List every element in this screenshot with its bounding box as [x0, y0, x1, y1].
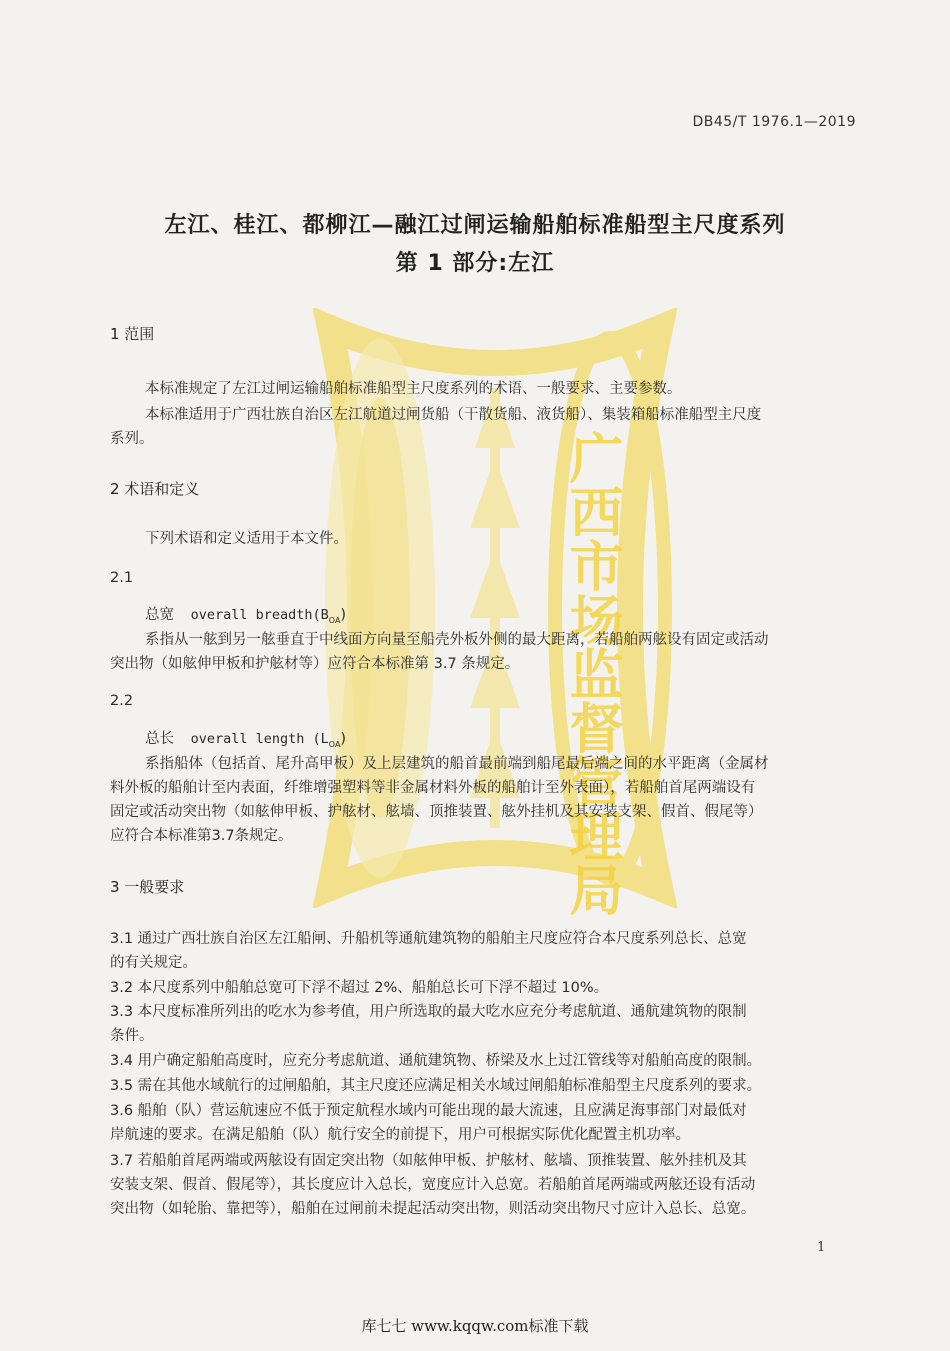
section-2-heading: 2 术语和定义: [110, 480, 200, 498]
clause-3-4: 3.4 用户确定船舶高度时，应充分考虑航道、通航建筑物、桥梁及水上过江管线等对船舶高度的限制。: [110, 1053, 762, 1069]
section-1-paragraph-1: 本标准规定了左江过闸运输船舶标准船型主尺度系列的术语、一般要求、主要参数。: [145, 381, 682, 397]
section-2-paragraph-1: 下列术语和定义适用于本文件。: [145, 531, 348, 547]
clause-3-1a: 3.1 通过广西壮族自治区左江船闸、升船机等通航建筑物的船舶主尺度应符合本尺度系列总长、总宽: [110, 931, 747, 947]
page-number: 1: [817, 1240, 826, 1255]
term-sub: OA: [328, 615, 341, 625]
clause-3-1b: 的有关规定。: [110, 955, 197, 971]
term-cn: 总长: [145, 731, 174, 747]
section-2-1-term: [145, 604, 855, 632]
clause-3-6a: 3.6 船舶（队）营运航速应不低于预定航程水域内可能出现的最大流速，且应满足海事部门对最低对: [110, 1103, 747, 1119]
term-sub: OA: [328, 739, 341, 749]
section-2-2-paragraph-4: 应符合本标准第3.7条规定。: [110, 828, 293, 844]
section-1-paragraph-2a: 本标准适用于广西壮族自治区左江航道过闸货船（干散货船、液货船）、集装箱船标准船型主尺度: [145, 407, 762, 423]
document-title-line2: 第 1 部分:左江: [395, 251, 555, 276]
clause-3-7b: 安装支架、假首、假尾等），其长度应计入总长，宽度应计入总宽。若船舶首尾两端或两舷还设有活动: [110, 1177, 756, 1193]
section-2-1-paragraph-1: 系指从一舷到另一舷垂直于中线面方向量至船壳外板外侧的最大距离，若船舶两舷设有固定或活动: [145, 632, 769, 648]
document-title-line1: 左江、桂江、都柳江—融江过闸运输船舶标准船型主尺度系列: [164, 213, 786, 238]
section-2-2-paragraph-2: 料外板的船舶计至内表面，纤维增强塑料等非金属材料外板的船舶计至外表面），若船舶首尾两端设有: [110, 780, 756, 796]
term-en: overall length (L: [190, 731, 329, 747]
term-end: ): [340, 731, 347, 747]
section-2-1-number: 2.1: [110, 570, 134, 586]
watermark-text: 广西市场监督管理局: [561, 430, 624, 916]
term-cn: 总宽: [145, 607, 174, 623]
section-1-paragraph-2b: 系列。: [110, 431, 154, 447]
clause-3-3b: 条件。: [110, 1028, 154, 1044]
term-end: ): [340, 607, 347, 623]
clause-3-3a: 3.3 本尺度标准所列出的吃水为参考值，用户所选取的最大吃水应充分考虑航道、通航建筑物的限制: [110, 1004, 747, 1020]
section-3-heading: 3 一般要求: [110, 878, 185, 896]
section-1-heading: 1 范围: [110, 325, 155, 343]
footer-download-note: 库七七 www.kqqw.com标准下载: [361, 1317, 589, 1335]
section-2-2-number: 2.2: [110, 693, 134, 709]
section-2-2-paragraph-1: 系指船体（包括首、尾升高甲板）及上层建筑的船首最前端到船尾最后端之间的水平距离（金属材: [145, 756, 769, 772]
clause-3-7a: 3.7 若船舶首尾两端或两舷设有固定突出物（如舷伸甲板、护舷材、舷墙、顶推装置、舷外挂机及其: [110, 1153, 747, 1169]
standard-number: DB45/T 1976.1—2019: [692, 114, 856, 130]
section-2-1-paragraph-2: 突出物（如舷伸甲板和护舷材等）应符合本标准第 3.7 条规定。: [110, 656, 520, 672]
term-en: overall breadth(B: [190, 607, 329, 623]
clause-3-5: 3.5 需在其他水域航行的过闸船舶，其主尺度还应满足相关水域过闸船舶标准船型主尺度系列的要求。: [110, 1078, 762, 1094]
section-2-2-paragraph-3: 固定或活动突出物（如舷伸甲板、护舷材、舷墙、顶推装置、舷外挂机及其安装支架、假首、假尾等）: [110, 804, 763, 820]
clause-3-7c: 突出物（如轮胎、靠把等），船舶在过闸前未提起活动突出物，则活动突出物尺寸应计入总长、总宽。: [110, 1201, 756, 1217]
section-2-2-term: [145, 728, 855, 756]
clause-3-6b: 岸航速的要求。在满足船舶（队）航行安全的前提下，用户可根据实际优化配置主机功率。: [110, 1127, 690, 1143]
clause-3-2: 3.2 本尺度系列中船舶总宽可下浮不超过 2%、船舶总长可下浮不超过 10%。: [110, 980, 609, 996]
